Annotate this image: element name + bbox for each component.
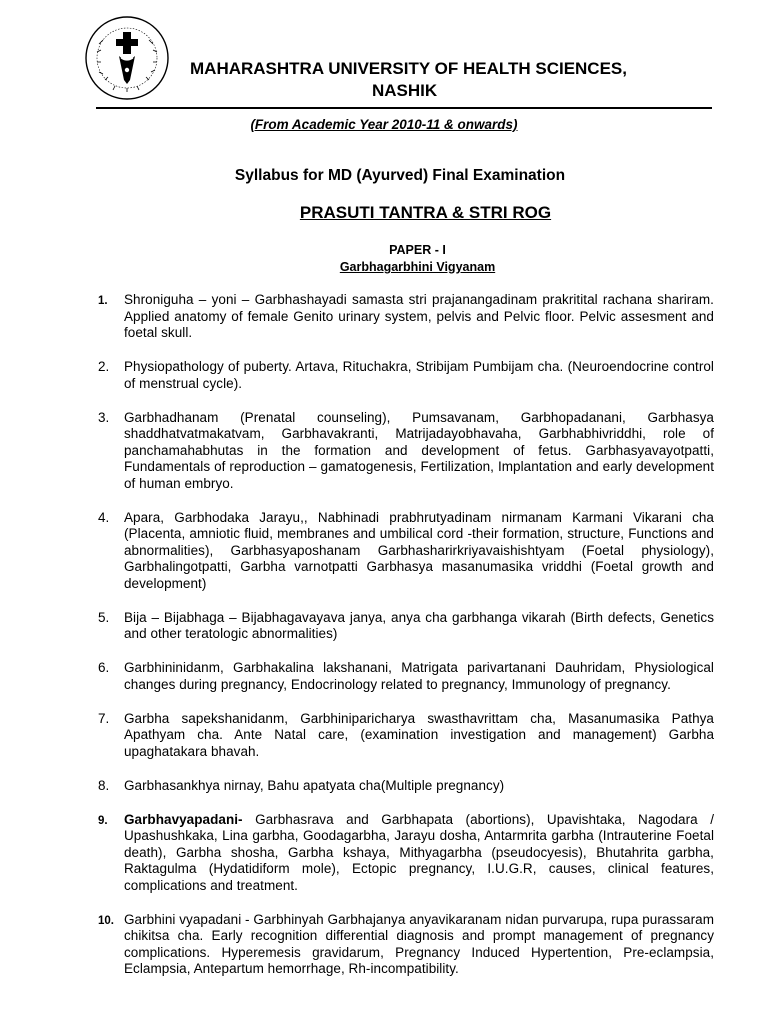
item-lead: Garbhavyapadani-	[124, 811, 243, 827]
item-text	[124, 912, 714, 978]
university-seal-logo	[83, 14, 171, 102]
list-item	[90, 778, 714, 795]
item-body: Apara, Garbhodaka Jarayu,, Nabhinadi prabhrutyadinam nirmanam Karmani Vikarani cha (Placenta, amniotic fluid, membranes and umbilical cord -their formation, structure, Functions and abnormalities), Garbhasyaposhanam Garbhasharirkriyavaishishtyam (Foetal physiology), Garbhalingotpatti, Garbha varnotpatti Garbhasya masanumasika vriddhi (Foetal growth and development)	[124, 509, 714, 591]
item-body: Garbhadhanam (Prenatal counseling), Pumsavanam, Garbhopadanani, Garbhasya shaddhatvatmakatvam, Garbhavakranti, Matrijadayobhavaha, Garbhabhivriddhi, role of panchamahabhutas in the formation and development of fetus. Garbhasyavayotpatti, Fundamentals of reproduction – gamatogenesis, Fertilization, Implantation and early development of human embryo.	[124, 409, 714, 491]
item-number: 6.	[98, 660, 110, 675]
item-body: Garbhasrava and Garbhapata (abortions), Upavishtaka, Nagodara / Upashushkaka, Lina garbha, Goodagarbha, Jarayu dosha, Antarmrita garbha (Intrauterine Foetal death), Garbha shosha, Garbha kshaya, Mithyagarbha (pseudocyesis), Bhutahrita garbha, Raktagulma (Hydatidiform mole), Ectopic pregnancy, I.U.G.R, causes, clinical features, complications and treatment.	[124, 811, 714, 893]
university-name	[190, 58, 730, 102]
list-item	[90, 359, 714, 392]
item-number: 2.	[98, 359, 110, 374]
list-item	[90, 912, 714, 978]
list-item	[90, 292, 714, 342]
header-divider	[96, 107, 712, 109]
item-body: Physiopathology of puberty. Artava, Rituchakra, Stribijam Pumbijam cha. (Neuroendocrine control of menstrual cycle).	[124, 359, 714, 391]
list-item	[90, 610, 714, 643]
item-text	[124, 711, 714, 761]
item-text	[124, 359, 714, 392]
item-number: 7.	[98, 710, 110, 726]
item-body: Garbhasankhya nirnay, Bahu apatyata cha(Multiple pregnancy)	[124, 777, 505, 793]
item-number: 3.	[98, 409, 110, 425]
list-item	[90, 410, 714, 493]
item-body: Shroniguha – yoni – Garbhashayadi samasta stri prajanangadinam prakritital rachana shariram. Applied anatomy of female Genito urinary system, pelvis and Pelvic floor. Pelvic assesment and foetal skull.	[124, 292, 714, 340]
item-text	[124, 292, 714, 342]
item-text	[124, 510, 714, 593]
item-number: 5.	[98, 609, 110, 625]
university-name-line2: NASHIK	[372, 81, 438, 100]
item-number: 1.	[98, 295, 108, 307]
item-body: Garbha sapekshanidanm, Garbhiniparicharya swasthavrittam cha, Masanumasika Pathya Apathyam cha. Ante Natal care, (examination investigation and management) Garbha upaghatakara bhavah.	[124, 710, 714, 759]
university-name-line1: MAHARASHTRA UNIVERSITY OF HEALTH SCIENCES,	[190, 59, 627, 78]
list-item	[90, 711, 714, 761]
item-number: 4.	[98, 509, 110, 525]
item-body: Bija – Bijabhaga – Bijabhagavayava janya, anya cha garbhanga vikarah (Birth defects, Genetics and other teratologic abnormalities)	[124, 609, 714, 641]
syllabus-topic-list	[90, 292, 714, 995]
subject-title: PRASUTI TANTRA & STRI ROG	[299, 203, 552, 222]
list-item	[90, 660, 714, 693]
paper-subtitle: Garbhagarbhini Vigyanam	[339, 260, 496, 274]
syllabus-title: Syllabus for MD (Ayurved) Final Examination	[234, 167, 566, 184]
item-text	[124, 660, 714, 693]
item-number: 8.	[98, 777, 110, 793]
item-text	[124, 410, 714, 493]
list-item	[90, 812, 714, 895]
academic-year-note: (From Academic Year 2010-11 & onwards)	[250, 117, 518, 132]
paper-label: PAPER - I	[389, 243, 446, 257]
item-number: 10.	[98, 914, 114, 927]
item-text	[124, 778, 714, 795]
item-number: 9.	[98, 814, 108, 827]
item-body: Garbhininidanm, Garbhakalina lakshanani, Matrigata parivartanani Dauhridam, Physiological changes during pregnancy, Endocrinology related to pregnancy, Immunology of pregnancy.	[124, 660, 714, 692]
item-text	[124, 610, 714, 643]
list-item	[90, 510, 714, 593]
item-body: Garbhini vyapadani - Garbhinyah Garbhajanya anyavikaranam nidan purvarupa, rupa purassaram chikitsa cha. Early recognition differential diagnosis and prompt management of pregnancy complications. Hyperemesis gravidarum, Pregnancy Induced Hypertention, Pre-eclampsia, Eclampsia, Antepartum hemorrhage, Rh-incompatibility.	[124, 911, 714, 976]
item-text	[124, 812, 714, 895]
